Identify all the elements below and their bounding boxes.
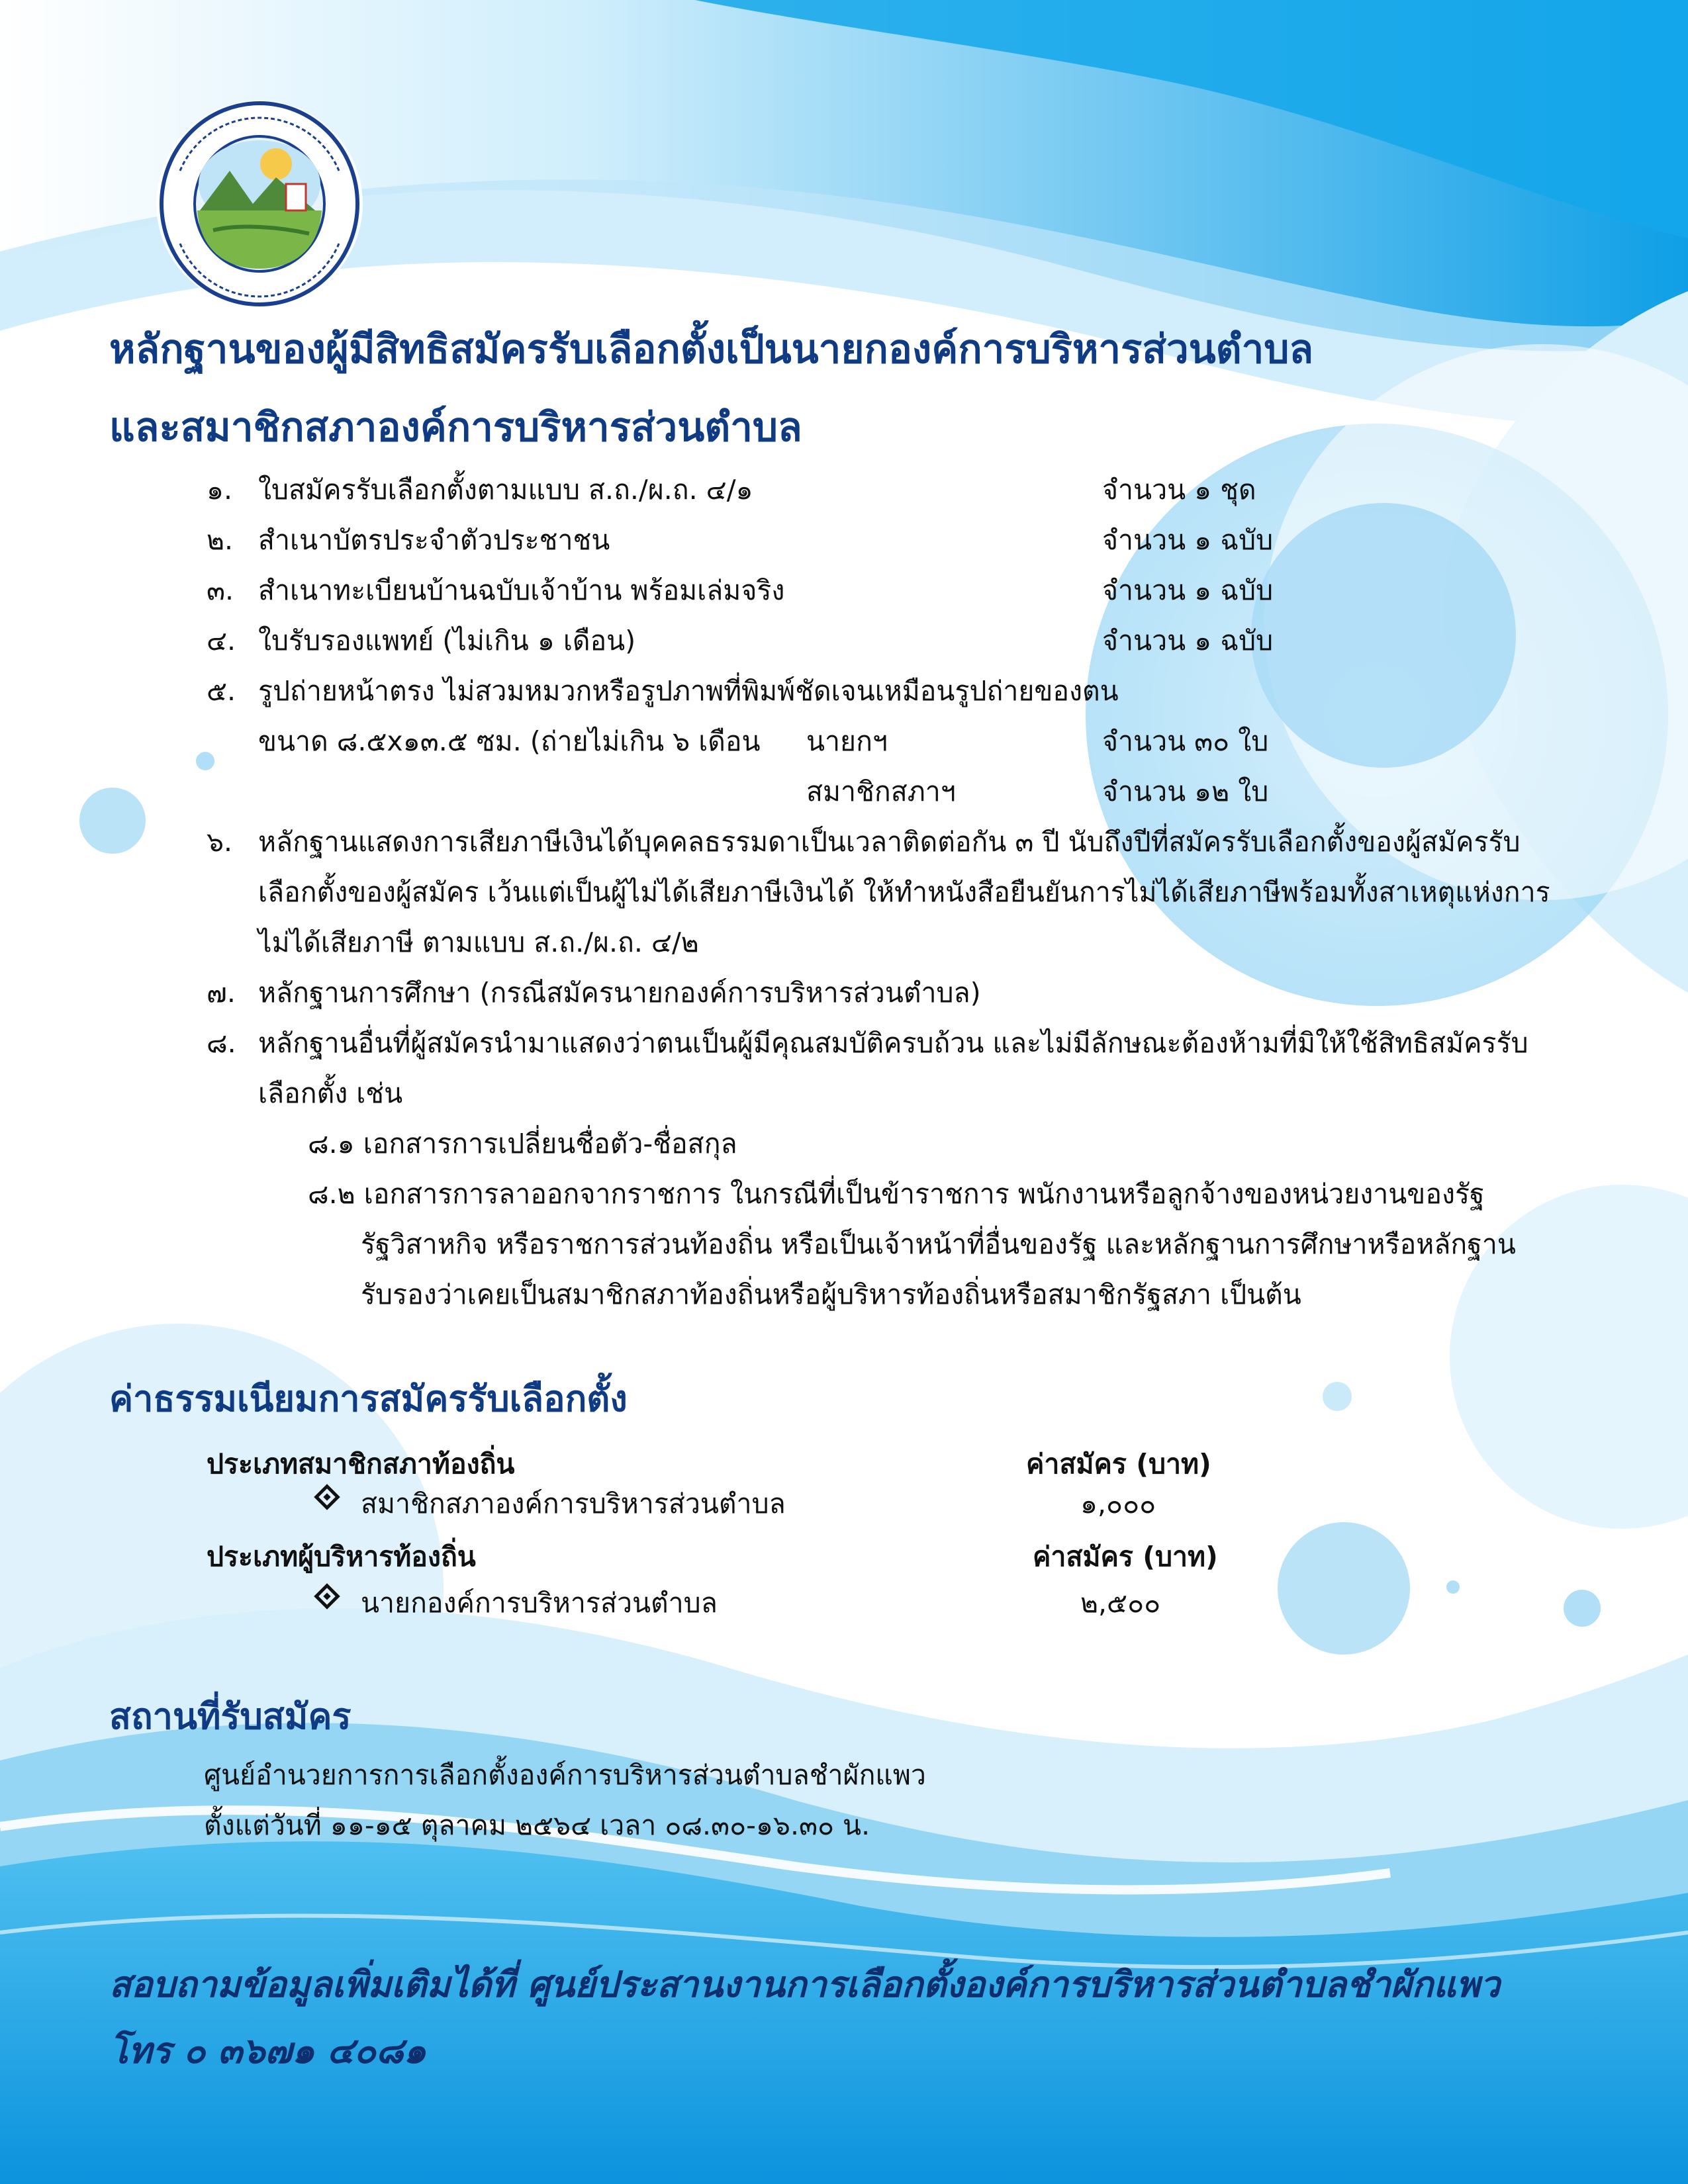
list-item: สำเนาบัตรประจำตัวประชาชน bbox=[258, 524, 610, 556]
list-item: รูปถ่ายหน้าตรง ไม่สวมหมวกหรือรูปภาพที่พิมพ์ชัดเจนเหมือนรูปถ่ายของตน bbox=[258, 675, 1119, 707]
list-item: หลักฐานอื่นที่ผู้สมัครนำมาแสดงว่าตนเป็นผู้มีคุณสมบัติครบถ้วน และไม่มีลักษณะต้องห้ามที่มิให้ใช้สิทธิสมัครรับ bbox=[258, 1027, 1528, 1059]
photo-role: สมาชิกสภาฯ bbox=[806, 776, 956, 807]
organization-logo bbox=[154, 98, 365, 310]
contact-info: สอบถามข้อมูลเพิ่มเติมได้ที่ ศูนย์ประสานงานการเลือกตั้งองค์การบริหารส่วนตำบลชำผักแพว bbox=[109, 1964, 1500, 2005]
item-number: ๕. bbox=[207, 675, 236, 707]
location-line: ศูนย์อำนวยการการเลือกตั้งองค์การบริหารส่วนตำบลชำผักแพว bbox=[204, 1759, 926, 1791]
item-quantity: จำนวน ๑ ฉบับ bbox=[1102, 625, 1274, 657]
item-number: ๑. bbox=[207, 474, 233, 506]
fees-heading: ค่าธรรมเนียมการสมัครรับเลือกตั้ง bbox=[109, 1378, 628, 1420]
item-number: ๓. bbox=[207, 574, 234, 606]
list-item-continued: ไม่ได้เสียภาษี ตามแบบ ส.ถ./ผ.ถ. ๔/๒ bbox=[258, 927, 699, 958]
item-quantity: จำนวน ๑ ชุด bbox=[1102, 474, 1256, 506]
photo-role: นายกฯ bbox=[806, 725, 888, 757]
list-item-continued: เลือกตั้ง เช่น bbox=[258, 1077, 403, 1109]
item-number: ๒. bbox=[207, 524, 234, 556]
location-heading: สถานที่รับสมัคร bbox=[109, 1696, 352, 1737]
list-item: สำเนาทะเบียนบ้านฉบับเจ้าบ้าน พร้อมเล่มจริง bbox=[258, 574, 785, 606]
fee-amount: ๒,๕๐๐ bbox=[1080, 1587, 1161, 1619]
fee-item: สมาชิกสภาองค์การบริหารส่วนตำบล bbox=[361, 1488, 786, 1520]
list-item: ใบสมัครรับเลือกตั้งตามแบบ ส.ถ./ผ.ถ. ๔/๑ bbox=[258, 474, 753, 506]
item-quantity: จำนวน ๑๒ ใบ bbox=[1102, 776, 1269, 807]
list-item: หลักฐานการศึกษา (กรณีสมัครนายกองค์การบริหารส่วนตำบล) bbox=[258, 977, 981, 1009]
item-number: ๘. bbox=[207, 1027, 236, 1059]
fee-group-label: ประเภทสมาชิกสภาท้องถิ่น bbox=[207, 1448, 515, 1480]
list-item: ใบรับรองแพทย์ (ไม่เกิน ๑ เดือน) bbox=[258, 625, 636, 657]
sub-item-continued: รัฐวิสาหกิจ หรือราชการส่วนท้องถิ่น หรือเป็นเจ้าหน้าที่อื่นของรัฐ และหลักฐานการศึกษาหรือหลักฐาน bbox=[361, 1228, 1516, 1260]
list-item-continued: เลือกตั้งของผู้สมัคร เว้นแต่เป็นผู้ไม่ได้เสียภาษีเงินได้ ให้ทำหนังสือยืนยันการไม่ได้เสียภาษีพร้อมทั้งสาเหตุแห่งการ bbox=[258, 876, 1550, 908]
fee-group-label: ประเภทผู้บริหารท้องถิ่น bbox=[207, 1541, 476, 1572]
location-time: ตั้งแต่วันที่ ๑๑-๑๕ ตุลาคม ๒๕๖๔ เวลา ๐๘.๓๐-๑๖.๓๐ น. bbox=[204, 1809, 870, 1841]
item-quantity: จำนวน ๑ ฉบับ bbox=[1102, 574, 1274, 606]
item-number: ๗. bbox=[207, 977, 236, 1009]
sub-item: ๘.๒ เอกสารการลาออกจากราชการ ในกรณีที่เป็นข้าราชการ พนักงานหรือลูกจ้างของหน่วยงานของรัฐ bbox=[308, 1178, 1485, 1210]
page-title-line2: และสมาชิกสภาองค์การบริหารส่วนตำบล bbox=[109, 404, 802, 451]
page-title-line1: หลักฐานของผู้มีสิทธิสมัครรับเลือกตั้งเป็นนายกองค์การบริหารส่วนตำบล bbox=[109, 326, 1314, 373]
fee-column-header: ค่าสมัคร (บาท) bbox=[1026, 1448, 1211, 1480]
sub-item: ๘.๑ เอกสารการเปลี่ยนชื่อตัว-ชื่อสกุล bbox=[308, 1128, 737, 1160]
list-item-continued: ขนาด ๘.๕x๑๓.๕ ซม. (ถ่ายไม่เกิน ๖ เดือน bbox=[258, 725, 761, 757]
fee-column-header: ค่าสมัคร (บาท) bbox=[1033, 1541, 1218, 1572]
fee-amount: ๑,๐๐๐ bbox=[1080, 1488, 1156, 1520]
fee-item: นายกองค์การบริหารส่วนตำบล bbox=[361, 1587, 718, 1619]
item-quantity: จำนวน ๑ ฉบับ bbox=[1102, 524, 1274, 556]
item-number: ๔. bbox=[207, 625, 236, 657]
item-quantity: จำนวน ๓๐ ใบ bbox=[1102, 725, 1269, 757]
contact-phone: โทร ๐ ๓๖๗๑ ๔๐๘๑ bbox=[109, 2030, 426, 2071]
item-number: ๖. bbox=[207, 826, 233, 858]
list-item: หลักฐานแสดงการเสียภาษีเงินได้บุคคลธรรมดาเป็นเวลาติดต่อกัน ๓ ปี นับถึงปีที่สมัครรับเลือกตั้งของผู้สมัครรับ bbox=[258, 826, 1521, 858]
sub-item-continued: รับรองว่าเคยเป็นสมาชิกสภาท้องถิ่นหรือผู้บริหารท้องถิ่นหรือสมาชิกรัฐสภา เป็นต้น bbox=[361, 1279, 1301, 1310]
